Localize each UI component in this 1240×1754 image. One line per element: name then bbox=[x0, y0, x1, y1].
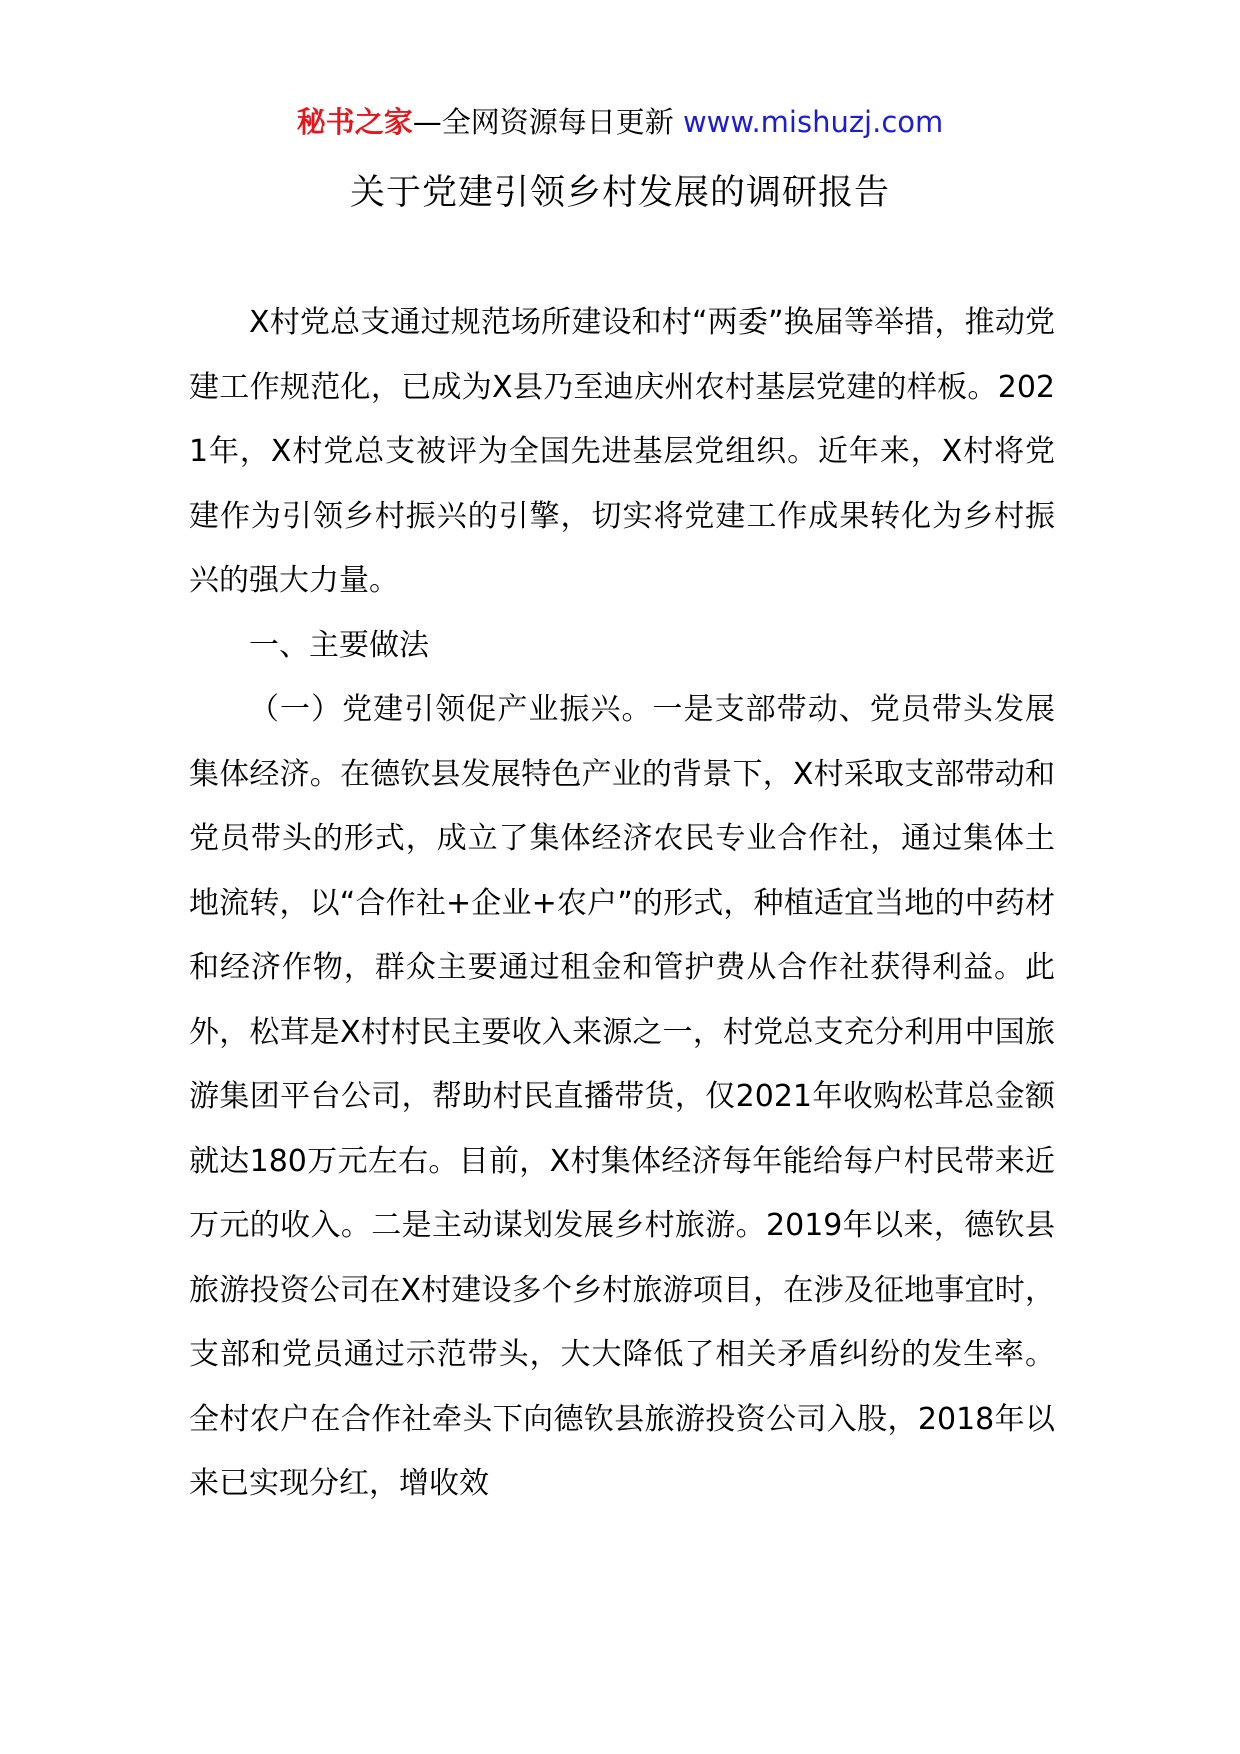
section-heading: 一、主要做法 bbox=[249, 627, 429, 663]
brand-name: 秘书之家 bbox=[296, 105, 413, 139]
document-title: 关于党建引领乡村发展的调研报告 bbox=[349, 173, 890, 213]
site-header bbox=[0, 100, 1240, 144]
document-body bbox=[189, 291, 1055, 1517]
site-url-link[interactable]: www.mishuzj.com bbox=[682, 105, 944, 139]
header-tagline: —全网资源每日更新 bbox=[412, 105, 674, 139]
body-paragraph: （一）党建引领促产业振兴。一是支部带动、党员带头发展集体经济。在德钦县发展特色产业的背景下，X村采取支部带动和党员带头的形式，成立了集体经济农民专业合作社，通过集体土地流转，以“合作社+企业+农户”的形式，种植适宜当地的中药材和经济作物，群众主要通过租金和管护费从合作社获得利益。此外，松茸是X村村民主要收入来源之一，村党总支充分利用中国旅游集团平台公司，帮助村民直播带货，仅2021年收购松茸总金额就达180万元左右。目前，X村集体经济每年能给每户村民带来近万元的收入。二是主动谋划发展乡村旅游。2019年以来，德钦县旅游投资公司在X村建设多个乡村旅游项目，在涉及征地事宜时，支部和党员通过示范带头，大大降低了相关矛盾纠纷的发生率。全村农户在合作社牵头下向德钦县旅游投资公司入股，2018年以来已实现分红，增收效 bbox=[189, 692, 1055, 1501]
intro-paragraph: X村党总支通过规范场所建设和村“两委”换届等举措，推动党建工作规范化，已成为X县乃至迪庆州农村基层党建的样板。2021年，X村党总支被评为全国先进基层党组织。近年来，X村将党建作为引领乡村振兴的引擎，切实将党建工作成果转化为乡村振兴的强大力量。 bbox=[189, 305, 1055, 598]
